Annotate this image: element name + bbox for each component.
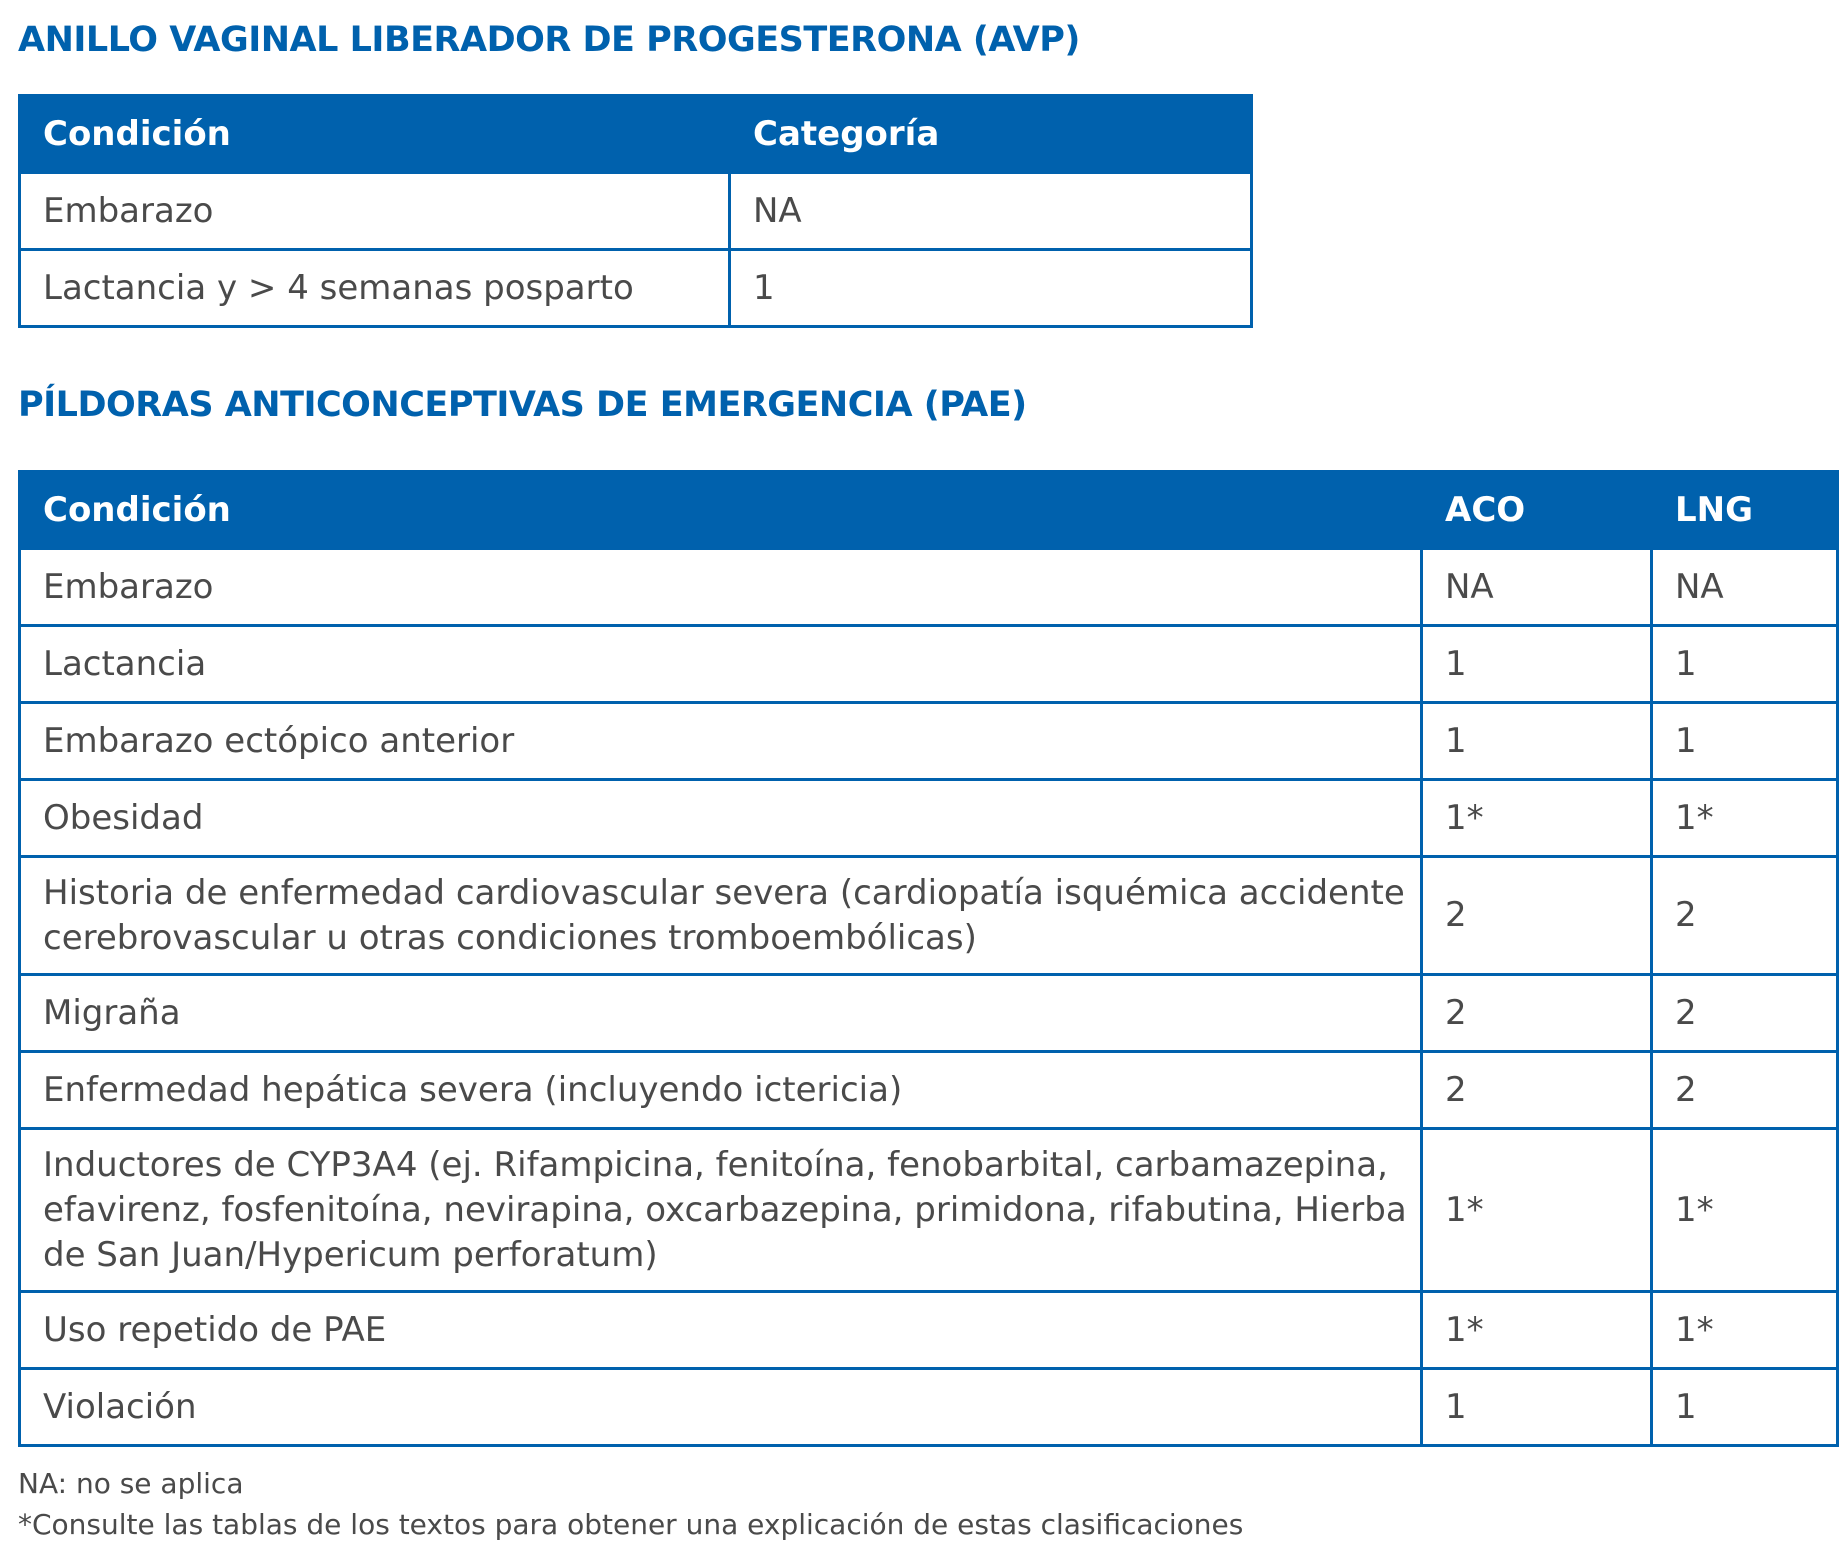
pae-cell-condition: Embarazo: [20, 549, 1422, 626]
pae-cell-lng: NA: [1652, 549, 1838, 626]
footnotes: [18, 1463, 1243, 1545]
pae-cell-aco: 2: [1422, 975, 1652, 1052]
avp-header-condicion: Condición: [20, 96, 730, 173]
pae-cell-condition: Uso repetido de PAE: [20, 1292, 1422, 1369]
avp-section-title: ANILLO VAGINAL LIBERADOR DE PROGESTERONA (AVP): [18, 20, 1080, 60]
pae-cell-condition: Enfermedad hepática severa (incluyendo ictericia): [20, 1052, 1422, 1129]
pae-cell-condition: Embarazo ectópico anterior: [20, 703, 1422, 780]
pae-header-condicion: Condición: [20, 472, 1422, 549]
pae-cell-lng: 1*: [1652, 780, 1838, 857]
pae-header-lng: LNG: [1652, 472, 1838, 549]
table-row: [20, 626, 1838, 703]
pae-cell-aco: 2: [1422, 857, 1652, 975]
pae-cell-aco: 1*: [1422, 1129, 1652, 1292]
table-row: [20, 549, 1838, 626]
pae-header-row: [20, 472, 1838, 549]
table-row: [20, 780, 1838, 857]
avp-cell-condition: Lactancia y > 4 semanas posparto: [20, 250, 730, 327]
table-row: [20, 1052, 1838, 1129]
pae-cell-condition: Obesidad: [20, 780, 1422, 857]
pae-cell-lng: 1: [1652, 703, 1838, 780]
pae-cell-lng: 1: [1652, 1369, 1838, 1446]
pae-cell-condition: Migraña: [20, 975, 1422, 1052]
table-row: [20, 1369, 1838, 1446]
pae-cell-lng: 2: [1652, 857, 1838, 975]
pae-cell-condition: Violación: [20, 1369, 1422, 1446]
pae-cell-lng: 2: [1652, 1052, 1838, 1129]
avp-cell-category: NA: [730, 173, 1252, 250]
footnote-asterisk: *Consulte las tablas de los textos para obtener una explicación de estas clasificaciones: [18, 1508, 1244, 1541]
pae-cell-condition: Historia de enfermedad cardiovascular severa (cardiopatía isquémica accidente cerebrovascular u otras condiciones tromboembólicas): [20, 857, 1422, 975]
pae-cell-aco: 1: [1422, 703, 1652, 780]
table-row: [20, 250, 1252, 327]
pae-cell-lng: 2: [1652, 975, 1838, 1052]
avp-cell-condition: Embarazo: [20, 173, 730, 250]
pae-table: [18, 470, 1839, 1447]
pae-cell-aco: NA: [1422, 549, 1652, 626]
pae-cell-aco: 1: [1422, 626, 1652, 703]
pae-cell-lng: 1*: [1652, 1129, 1838, 1292]
avp-header-row: [20, 96, 1252, 173]
pae-header-aco: ACO: [1422, 472, 1652, 549]
pae-cell-aco: 2: [1422, 1052, 1652, 1129]
table-row: [20, 1129, 1838, 1292]
pae-cell-lng: 1*: [1652, 1292, 1838, 1369]
table-row: [20, 173, 1252, 250]
table-row: [20, 975, 1838, 1052]
table-row: [20, 1292, 1838, 1369]
pae-cell-aco: 1*: [1422, 780, 1652, 857]
table-row: [20, 703, 1838, 780]
avp-header-categoria: Categoría: [730, 96, 1252, 173]
pae-cell-aco: 1: [1422, 1369, 1652, 1446]
pae-cell-condition: Inductores de CYP3A4 (ej. Rifampicina, fenitoína, fenobarbital, carbamazepina, efavirenz, fosfenitoína, nevirapina, oxcarbazepina, primidona, rifabutina, Hierba de San Juan/Hypericum perforatum): [20, 1129, 1422, 1292]
table-row: [20, 857, 1838, 975]
pae-cell-lng: 1: [1652, 626, 1838, 703]
avp-cell-category: 1: [730, 250, 1252, 327]
pae-cell-condition: Lactancia: [20, 626, 1422, 703]
pae-section-title: PÍLDORAS ANTICONCEPTIVAS DE EMERGENCIA (PAE): [18, 385, 1027, 425]
footnote-na: NA: no se aplica: [18, 1467, 244, 1500]
avp-table: [18, 94, 1253, 328]
pae-cell-aco: 1*: [1422, 1292, 1652, 1369]
